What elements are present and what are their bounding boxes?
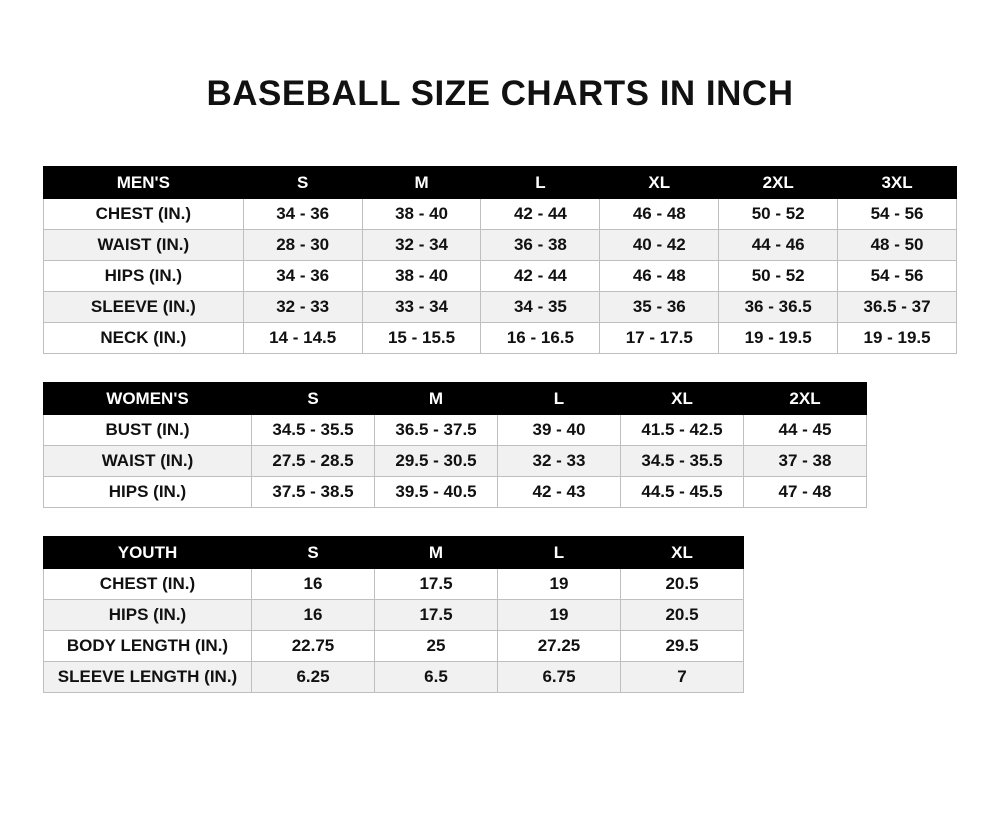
table-header-row xyxy=(44,537,744,569)
row-label: WAIST (IN.) xyxy=(44,446,252,477)
table-cell: 54 - 56 xyxy=(838,199,957,230)
row-label: WAIST (IN.) xyxy=(44,230,244,261)
table-cell: 17 - 17.5 xyxy=(600,323,719,354)
table-cell: 41.5 - 42.5 xyxy=(621,415,744,446)
youth-header-s: S xyxy=(252,537,375,569)
table-cell: 46 - 48 xyxy=(600,199,719,230)
table-cell: 54 - 56 xyxy=(838,261,957,292)
row-label: BUST (IN.) xyxy=(44,415,252,446)
womens-header-l: L xyxy=(498,383,621,415)
table-cell: 44 - 46 xyxy=(719,230,838,261)
mens-header-m: M xyxy=(362,167,481,199)
table-row xyxy=(44,230,957,261)
table-cell: 36 - 38 xyxy=(481,230,600,261)
table-cell: 34 - 36 xyxy=(243,261,362,292)
table-cell: 48 - 50 xyxy=(838,230,957,261)
page-title: BASEBALL SIZE CHARTS IN INCH xyxy=(206,74,794,113)
table-cell: 20.5 xyxy=(621,569,744,600)
mens-header-3xl: 3XL xyxy=(838,167,957,199)
mens-size-table xyxy=(43,166,957,354)
table-cell: 38 - 40 xyxy=(362,261,481,292)
table-cell: 50 - 52 xyxy=(719,261,838,292)
table-cell: 27.25 xyxy=(498,631,621,662)
table-cell: 35 - 36 xyxy=(600,292,719,323)
youth-header-category: YOUTH xyxy=(44,537,252,569)
table-cell: 42 - 44 xyxy=(481,199,600,230)
table-cell: 28 - 30 xyxy=(243,230,362,261)
table-cell: 16 xyxy=(252,569,375,600)
table-cell: 16 xyxy=(252,600,375,631)
table-cell: 19 xyxy=(498,569,621,600)
table-cell: 29.5 - 30.5 xyxy=(375,446,498,477)
table-cell: 37 - 38 xyxy=(744,446,867,477)
womens-header-m: M xyxy=(375,383,498,415)
table-cell: 27.5 - 28.5 xyxy=(252,446,375,477)
table-cell: 38 - 40 xyxy=(362,199,481,230)
table-cell: 42 - 44 xyxy=(481,261,600,292)
table-cell: 36.5 - 37.5 xyxy=(375,415,498,446)
row-label: CHEST (IN.) xyxy=(44,199,244,230)
table-cell: 17.5 xyxy=(375,600,498,631)
table-cell: 6.5 xyxy=(375,662,498,693)
table-cell: 44.5 - 45.5 xyxy=(621,477,744,508)
table-cell: 7 xyxy=(621,662,744,693)
table-row xyxy=(44,415,867,446)
youth-header-l: L xyxy=(498,537,621,569)
table-cell: 14 - 14.5 xyxy=(243,323,362,354)
table-cell: 32 - 33 xyxy=(498,446,621,477)
table-cell: 17.5 xyxy=(375,569,498,600)
table-cell: 36 - 36.5 xyxy=(719,292,838,323)
table-cell: 47 - 48 xyxy=(744,477,867,508)
table-cell: 22.75 xyxy=(252,631,375,662)
youth-header-m: M xyxy=(375,537,498,569)
table-cell: 6.25 xyxy=(252,662,375,693)
table-cell: 15 - 15.5 xyxy=(362,323,481,354)
womens-header-s: S xyxy=(252,383,375,415)
table-cell: 34.5 - 35.5 xyxy=(252,415,375,446)
table-cell: 40 - 42 xyxy=(600,230,719,261)
table-cell: 50 - 52 xyxy=(719,199,838,230)
mens-header-s: S xyxy=(243,167,362,199)
mens-header-2xl: 2XL xyxy=(719,167,838,199)
table-cell: 39 - 40 xyxy=(498,415,621,446)
table-cell: 29.5 xyxy=(621,631,744,662)
table-row xyxy=(44,261,957,292)
table-row xyxy=(44,662,744,693)
table-row xyxy=(44,569,744,600)
table-cell: 19 xyxy=(498,600,621,631)
table-header-row xyxy=(44,383,867,415)
size-chart-page xyxy=(0,74,1000,826)
table-cell: 46 - 48 xyxy=(600,261,719,292)
table-cell: 34.5 - 35.5 xyxy=(621,446,744,477)
size-tables-container xyxy=(0,166,1000,693)
table-cell: 19 - 19.5 xyxy=(838,323,957,354)
table-header-row xyxy=(44,167,957,199)
youth-header-xl: XL xyxy=(621,537,744,569)
row-label: HIPS (IN.) xyxy=(44,477,252,508)
table-cell: 42 - 43 xyxy=(498,477,621,508)
row-label: NECK (IN.) xyxy=(44,323,244,354)
table-cell: 34 - 36 xyxy=(243,199,362,230)
table-cell: 36.5 - 37 xyxy=(838,292,957,323)
table-cell: 34 - 35 xyxy=(481,292,600,323)
table-cell: 32 - 34 xyxy=(362,230,481,261)
row-label: SLEEVE (IN.) xyxy=(44,292,244,323)
table-cell: 32 - 33 xyxy=(243,292,362,323)
table-row xyxy=(44,631,744,662)
womens-size-table xyxy=(43,382,867,508)
row-label: CHEST (IN.) xyxy=(44,569,252,600)
table-cell: 20.5 xyxy=(621,600,744,631)
row-label: BODY LENGTH (IN.) xyxy=(44,631,252,662)
table-cell: 39.5 - 40.5 xyxy=(375,477,498,508)
table-cell: 19 - 19.5 xyxy=(719,323,838,354)
row-label: HIPS (IN.) xyxy=(44,600,252,631)
table-cell: 37.5 - 38.5 xyxy=(252,477,375,508)
row-label: SLEEVE LENGTH (IN.) xyxy=(44,662,252,693)
mens-header-l: L xyxy=(481,167,600,199)
womens-header-category: WOMEN'S xyxy=(44,383,252,415)
table-cell: 25 xyxy=(375,631,498,662)
table-cell: 33 - 34 xyxy=(362,292,481,323)
table-row xyxy=(44,199,957,230)
table-row xyxy=(44,323,957,354)
row-label: HIPS (IN.) xyxy=(44,261,244,292)
table-cell: 44 - 45 xyxy=(744,415,867,446)
table-row xyxy=(44,446,867,477)
table-row xyxy=(44,477,867,508)
table-cell: 6.75 xyxy=(498,662,621,693)
mens-header-xl: XL xyxy=(600,167,719,199)
womens-header-2xl: 2XL xyxy=(744,383,867,415)
table-row xyxy=(44,292,957,323)
womens-header-xl: XL xyxy=(621,383,744,415)
table-cell: 16 - 16.5 xyxy=(481,323,600,354)
table-row xyxy=(44,600,744,631)
youth-size-table xyxy=(43,536,744,693)
mens-header-category: MEN'S xyxy=(44,167,244,199)
